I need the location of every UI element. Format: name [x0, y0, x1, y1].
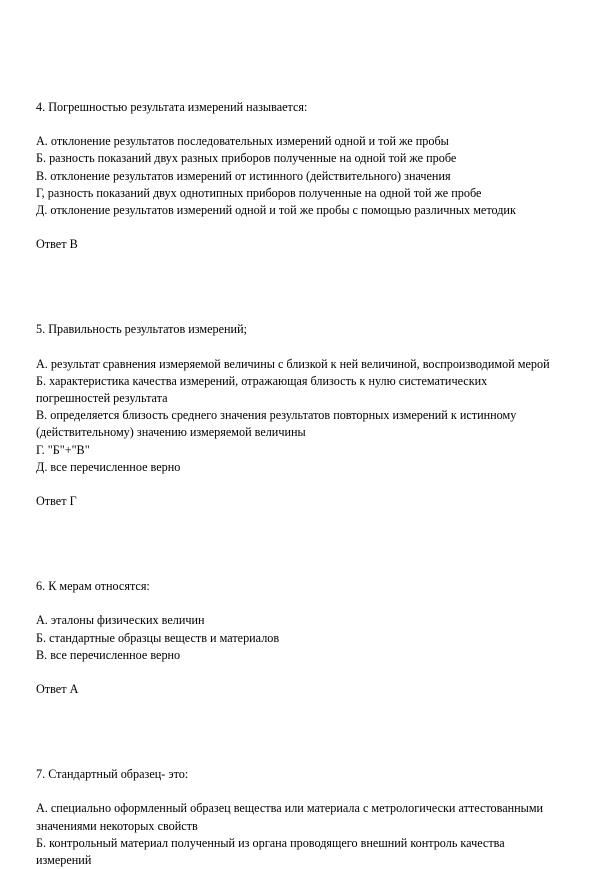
option-e: Д. все перечисленное верно	[36, 459, 181, 474]
question-5	[36, 321, 556, 510]
option-c: В. все перечисленное верно	[36, 647, 181, 662]
option-d: Г. "Б"+"В"	[36, 442, 90, 457]
option-b: Б. контрольный материал полученный из органа проводящего внешний контроль качества измерений	[36, 835, 505, 868]
answer-text: Ответ Г	[36, 494, 77, 509]
question-title: 5. Правильность результатов измерений;	[36, 322, 247, 337]
answer-text: Ответ А	[36, 682, 79, 697]
option-d: Г, разность показаний двух однотипных приборов полученные на одной той же пробе	[36, 185, 482, 200]
question-7	[36, 766, 556, 869]
option-a: А. эталоны физических величин	[36, 613, 205, 628]
answer-text: Ответ В	[36, 237, 78, 252]
spacer	[36, 698, 556, 766]
option-c: В. отклонение результатов измерений от истинного (действительного) значения	[36, 168, 451, 183]
option-b: Б. характеристика качества измерений, отражающая близость к нулю систематических погрешностей результата	[36, 373, 488, 406]
option-b: Б. стандартные образцы веществ и материалов	[36, 630, 280, 645]
spacer	[36, 253, 556, 321]
option-a: А. отклонение результатов последовательных измерений одной и той же пробы	[36, 134, 449, 149]
option-c: В. определяется близость среднего значения результатов повторных измерений к истинному (действительному) значению измеряемой величины	[36, 408, 517, 440]
question-4	[36, 99, 556, 253]
spacer	[36, 510, 556, 578]
question-title: 4. Погрешностью результата измерений называется:	[36, 100, 308, 114]
question-title: 6. К мерам относятся:	[36, 579, 150, 594]
question-6	[36, 578, 556, 698]
document-page	[36, 99, 556, 869]
option-e: Д. отклонение результатов измерений одной и той же пробы с помощью различных методик	[36, 203, 516, 218]
option-b: Б. разность показаний двух разных приборов полученные на одной той же пробе	[36, 151, 457, 166]
option-a: А. специально оформленный образец вещества или материала с метрологически аттестованными значениями некоторых свойств	[36, 801, 544, 833]
option-a: А. результат сравнения измеряемой величины с близкой к ней величиной, воспроизводимой мерой	[36, 356, 550, 371]
question-title: 7. Стандартный образец- это:	[36, 767, 189, 782]
